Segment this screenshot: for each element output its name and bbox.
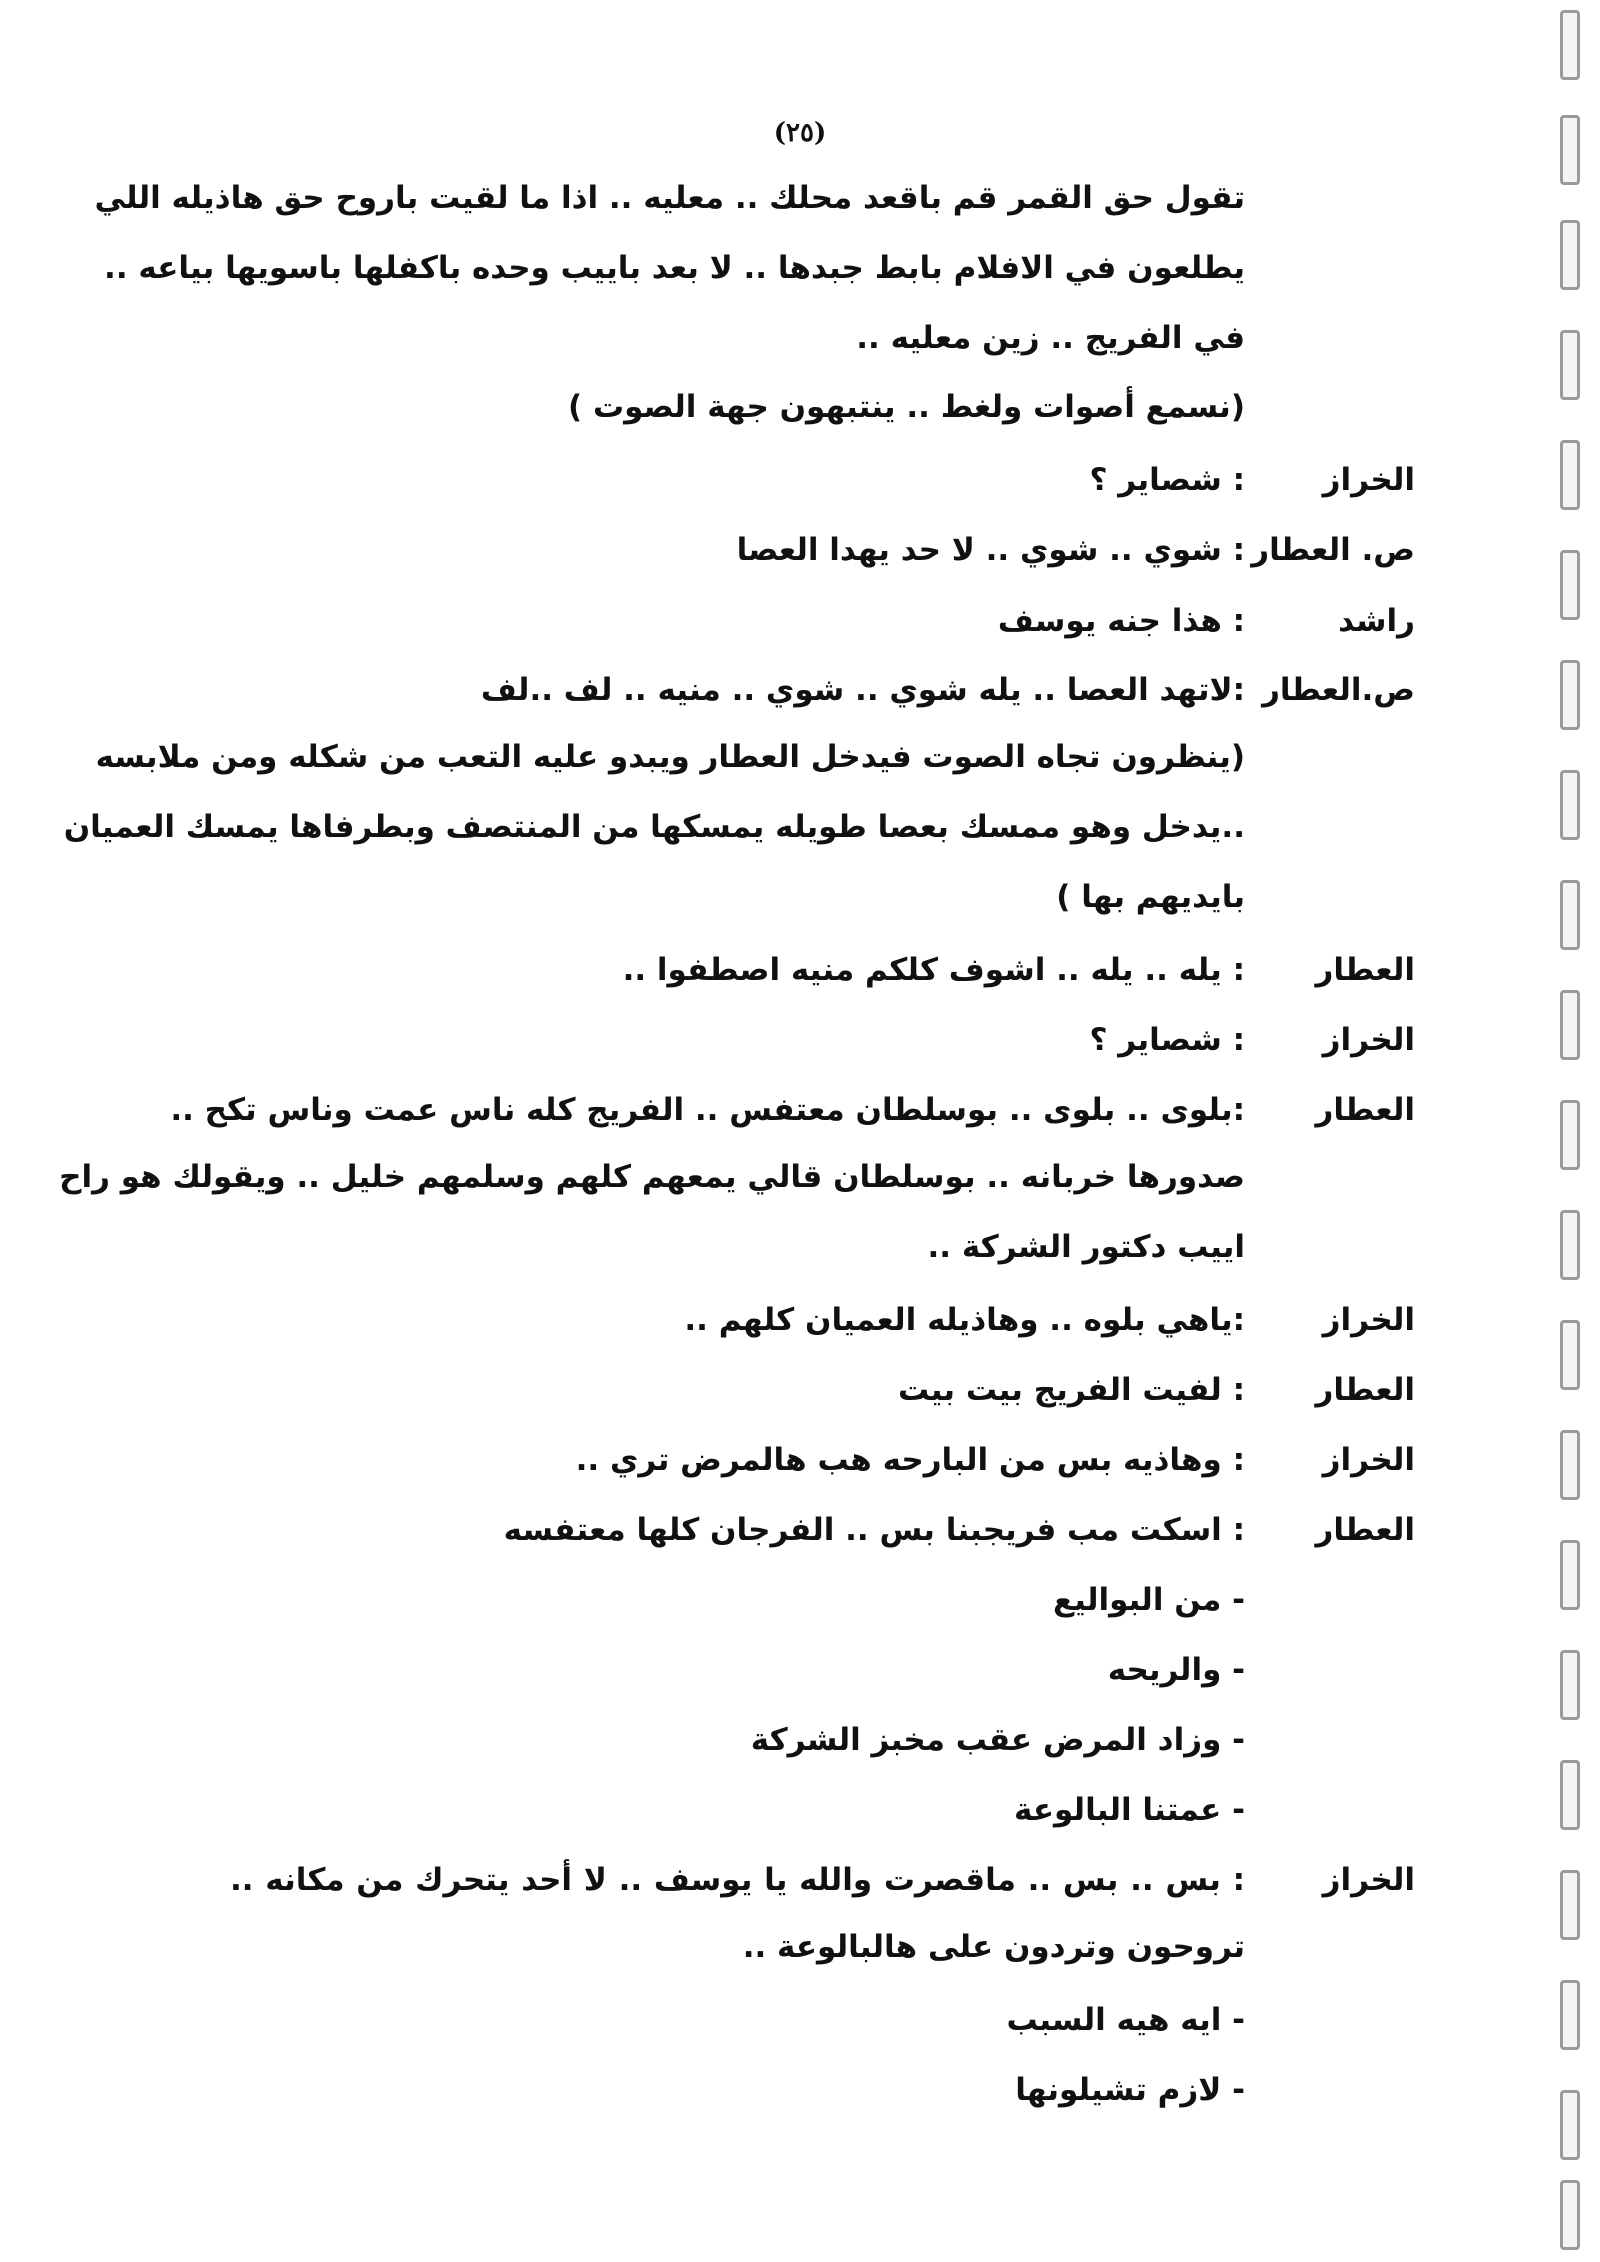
speech-text: : يله .. يله .. اشوف كلكم منيه اصطفوا ..: [622, 952, 1245, 988]
text-line: تروحون وتردون على هالبالوعة ..: [742, 1929, 1245, 1965]
speech-text: : هذا جنه يوسف: [997, 603, 1245, 639]
binding-ring: [1560, 1100, 1580, 1170]
binding-ring: [1560, 115, 1580, 185]
binding-ring: [1560, 10, 1580, 80]
list-item: - لازم تشيلونها: [1015, 2072, 1245, 2108]
speech-text: :لاتهد العصا .. يله شوي .. شوي .. منيه .. لف ..لف: [480, 672, 1245, 708]
text-line: في الفريج .. زين معليه ..: [856, 320, 1245, 356]
speaker-name: ص.العطار: [1262, 672, 1415, 708]
speech-text: : شوي .. شوي .. لا حد يهدا العصا: [736, 532, 1245, 568]
speaker-name: العطار: [1315, 1092, 1415, 1128]
binding-ring: [1560, 770, 1580, 840]
speech-text: :بلوى .. بلوى .. بوسلطان معتفس .. الفريج كله ناس عمت وناس تكح ..: [170, 1092, 1245, 1128]
binding-ring: [1560, 330, 1580, 400]
speech-text: : وهاذيه بس من البارحه هب هالمرض تري ..: [575, 1442, 1245, 1478]
list-item: - عمتنا البالوعة: [1014, 1792, 1245, 1828]
stage-direction-line: ..يدخل وهو ممسك بعصا طويله يمسكها من المنتصف وبطرفاها يمسك العميان: [63, 809, 1245, 845]
text-line: (نسمع أصوات ولغط .. ينتبهون جهة الصوت ): [568, 389, 1245, 425]
binding-ring: [1560, 550, 1580, 620]
binding-ring: [1560, 1650, 1580, 1720]
speaker-name: العطار: [1315, 1512, 1415, 1548]
speech-text: : بس .. بس .. ماقصرت والله يا يوسف .. لا أحد يتحرك من مكانه ..: [230, 1862, 1245, 1898]
binding-ring: [1560, 660, 1580, 730]
list-item: - من البواليع: [1053, 1582, 1245, 1618]
binding-ring: [1560, 440, 1580, 510]
speaker-name: ص. العطار: [1251, 532, 1415, 568]
list-item: - والريحه: [1107, 1652, 1245, 1688]
text-line: تقول حق القمر قم باقعد محلك .. معليه .. اذا ما لقيت باروح حق هاذيله اللي: [94, 180, 1245, 216]
binding-ring: [1560, 1980, 1580, 2050]
page-number: (٢٥): [773, 118, 827, 148]
binding-ring: [1560, 1320, 1580, 1390]
speaker-name: الخراز: [1322, 1022, 1415, 1058]
binding-ring: [1560, 1210, 1580, 1280]
binding-ring: [1560, 2090, 1580, 2160]
binding-ring: [1560, 880, 1580, 950]
stage-direction-line: بايديهم بها ): [1056, 879, 1245, 915]
speaker-name: الخراز: [1322, 462, 1415, 498]
text-line: يطلعون في الافلام بابط جبدها .. لا بعد باييب وحده باكفلها باسويها بياعه ..: [104, 250, 1245, 286]
binding-ring: [1560, 220, 1580, 290]
text-line: صدورها خربانه .. بوسلطان قالي يمعهم كلهم وسلمهم خليل .. ويقولك هو راح: [59, 1159, 1245, 1195]
list-item: - ايه هيه السبب: [1006, 2002, 1245, 2038]
speech-text: : شصاير ؟: [1089, 462, 1245, 498]
speaker-name: الخراز: [1322, 1862, 1415, 1898]
binding-ring: [1560, 2180, 1580, 2250]
speaker-name: العطار: [1315, 1372, 1415, 1408]
binding-ring: [1560, 1760, 1580, 1830]
speech-text: : لفيت الفريج بيت بيت: [897, 1372, 1245, 1408]
speaker-name: راشد: [1338, 603, 1415, 639]
binding-ring: [1560, 1870, 1580, 1940]
binding-ring: [1560, 1540, 1580, 1610]
list-item: - وزاد المرض عقب مخبز الشركة: [750, 1722, 1245, 1758]
stage-direction-line: (ينظرون تجاه الصوت فيدخل العطار ويبدو عليه التعب من شكله ومن ملابسه: [95, 739, 1245, 775]
speaker-name: الخراز: [1322, 1442, 1415, 1478]
binding-ring: [1560, 990, 1580, 1060]
speech-text: :ياهي بلوه .. وهاذيله العميان كلهم ..: [684, 1302, 1245, 1338]
speech-text: : اسكت مب فريجبنا بس .. الفرجان كلها معتفسه: [503, 1512, 1245, 1548]
text-line: اييب دكتور الشركة ..: [927, 1229, 1245, 1265]
speaker-name: العطار: [1315, 952, 1415, 988]
speech-text: : شصاير ؟: [1089, 1022, 1245, 1058]
binding-ring: [1560, 1430, 1580, 1500]
speaker-name: الخراز: [1322, 1302, 1415, 1338]
spiral-binding: [1510, 0, 1600, 2262]
